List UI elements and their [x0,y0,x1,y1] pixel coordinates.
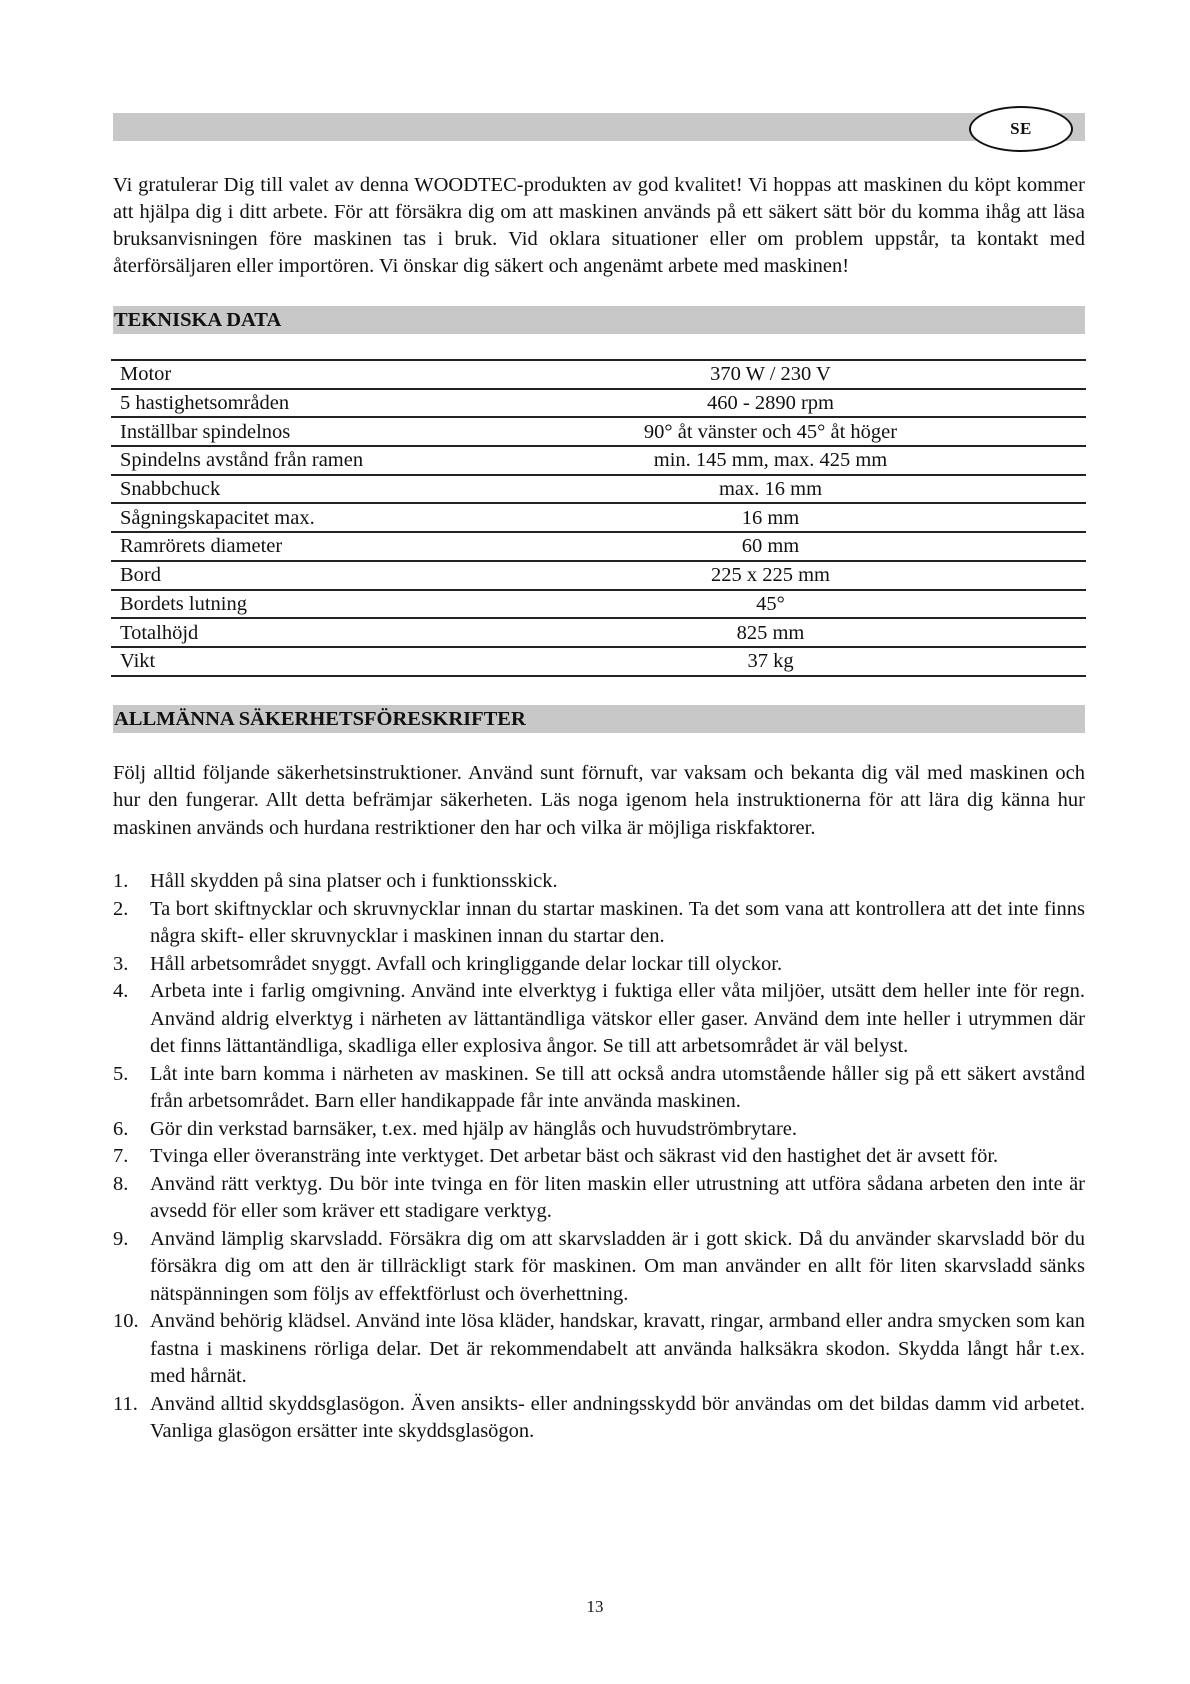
spec-key: Spindelns avstånd från ramen [111,446,550,475]
rule-text: Använd rätt verktyg. Du bör inte tvinga en för liten maskin eller utrustning att utföra sådana arbeten den inte är avsedd för eller som kräver ett stadigare verktyg. [150,1172,1085,1223]
rule-number: 6. [113,1117,129,1140]
rule-text: Arbeta inte i farlig omgivning. Använd inte elverktyg i fuktiga eller våta miljöer, utsätt dem heller inte för regn. Använd aldrig elverktyg i närheten av lättantändliga vätskor eller gaser. Använd dem inte heller i utrymmen där det finns lättantändliga, skadliga eller explosiva ångor. Se till att arbetsområdet är väl belyst. [150,980,1085,1058]
rule-text: Håll arbetsområdet snyggt. Avfall och kringliggande delar lockar till olyckor. [150,952,783,975]
spec-key: Bord [111,561,550,590]
intro-paragraph: Vi gratulerar Dig till valet av denna WOODTEC-produkten av god kvalitet! Vi hoppas att maskinen du köpt kommer att hjälpa dig i ditt arbete. För att försäkra dig om att maskinen används på ett säkert sätt bör du komma ihåg att läsa bruksanvisningen före maskinen tas i bruk. Vid oklara situationer eller om problem uppstår, ta kontakt med återförsäljaren eller importören. Vi önskar dig säkert och angenämt arbete med maskinen! [113,174,1085,277]
spec-key: Vikt [111,647,550,676]
safety-rule-item [113,1171,1085,1226]
safety-rule-item [113,1391,1085,1446]
rule-number: 2. [113,897,129,920]
rule-number: 3. [113,952,129,975]
spec-row [111,446,1086,475]
rule-number: 7. [113,1145,129,1168]
spec-row [111,417,1086,446]
safety-rule-item [113,1143,1085,1171]
spec-value: 45° [550,590,1086,619]
rule-number: 1. [113,870,129,893]
safety-rule-item [113,1308,1085,1391]
rule-text: Håll skydden på sina platser och i funktionsskick. [150,870,558,893]
spec-key: Ramrörets diameter [111,532,550,561]
rule-number: 5. [113,1062,129,1085]
spec-row [111,532,1086,561]
rule-number: 4. [113,980,129,1003]
spec-row [111,647,1086,676]
safety-rule-item [113,1226,1085,1309]
spec-value: 90° åt vänster och 45° åt höger [550,417,1086,446]
spec-row [111,389,1086,418]
safety-rule-item [113,1061,1085,1116]
safety-rule-item [113,896,1085,951]
spec-row [111,475,1086,504]
spec-table [111,359,1086,677]
rule-number: 9. [113,1227,129,1250]
spec-key: 5 hastighetsområden [111,389,550,418]
spec-key: Bordets lutning [111,590,550,619]
rule-number: 8. [113,1172,129,1195]
spec-row [111,590,1086,619]
safety-rule-item [113,951,1085,979]
spec-value: 825 mm [550,618,1086,647]
language-badge: SE [969,106,1073,152]
spec-key: Motor [111,360,550,389]
safety-rule-item [113,978,1085,1061]
spec-value: 460 - 2890 rpm [550,389,1086,418]
rule-text: Använd alltid skyddsglasögon. Även ansikts- eller andningsskydd bör användas om det bildas damm vid arbetet. Vanliga glasögon ersätter inte skyddsglasögon. [150,1392,1085,1443]
spec-row [111,561,1086,590]
rule-text: Gör din verkstad barnsäker, t.ex. med hjälp av hänglås och huvudströmbrytare. [150,1117,798,1140]
spec-value: min. 145 mm, max. 425 mm [550,446,1086,475]
spec-value: 16 mm [550,503,1086,532]
spec-key: Inställbar spindelnos [111,417,550,446]
header-bar [113,113,1085,141]
rule-text: Låt inte barn komma i närheten av maskinen. Se till att också andra utomstående håller sig på ett säkert avstånd från arbetsområdet. Barn eller handikappade får inte använda maskinen. [150,1062,1085,1113]
spec-row [111,360,1086,389]
spec-value: 370 W / 230 V [550,360,1086,389]
spec-key: Totalhöjd [111,618,550,647]
spec-row [111,618,1086,647]
section-heading-tech: TEKNISKA DATA [113,306,1085,334]
spec-value: 37 kg [550,647,1086,676]
safety-intro-paragraph: Följ alltid följande säkerhetsinstruktioner. Använd sunt förnuft, var vaksam och bekanta dig väl med maskinen och hur den fungerar. Allt detta befrämjar säkerheten. Läs noga igenom hela instruktionerna för att lära dig känna hur maskinen används och hurdana restriktioner den har och vilka är möjliga riskfaktorer. [113,761,1085,839]
section-heading-safety: ALLMÄNNA SÄKERHETSFÖRESKRIFTER [113,705,1085,733]
spec-key: Snabbchuck [111,475,550,504]
rule-text: Ta bort skiftnycklar och skruvnycklar innan du startar maskinen. Ta det som vana att kontrollera att det inte finns några skift- eller skruvnycklar i maskinen innan du startar den. [150,897,1085,948]
safety-rule-item [113,868,1085,896]
spec-value: max. 16 mm [550,475,1086,504]
spec-value: 60 mm [550,532,1086,561]
page-number: 13 [586,1597,604,1616]
spec-row [111,503,1086,532]
rule-number: 11. [113,1392,138,1415]
document-page [113,113,1085,1446]
rule-text: Tvinga eller överansträng inte verktyget. Det arbetar bäst och säkrast vid den hastighet det är avsett för. [150,1145,999,1168]
rule-number: 10. [113,1310,139,1333]
safety-rule-item [113,1116,1085,1144]
rule-text: Använd lämplig skarvsladd. Försäkra dig om att skarvsladden är i gott skick. Då du använder skarvsladd bör du försäkra dig om att den är tillräckligt stark för maskinen. Om man använder en allt för liten skarvsladd sänks nätspänningen som följs av effektförlust och överhettning. [150,1227,1085,1305]
spec-key: Sågningskapacitet max. [111,503,550,532]
spec-value: 225 x 225 mm [550,561,1086,590]
safety-rules-list [113,868,1085,1446]
rule-text: Använd behörig klädsel. Använd inte lösa kläder, handskar, kravatt, ringar, armband eller andra smycken som kan fastna i maskinens rörliga delar. Det är rekommendabelt att använda halksäkra skodon. Skydda långt hår t.ex. med hårnät. [150,1310,1085,1388]
